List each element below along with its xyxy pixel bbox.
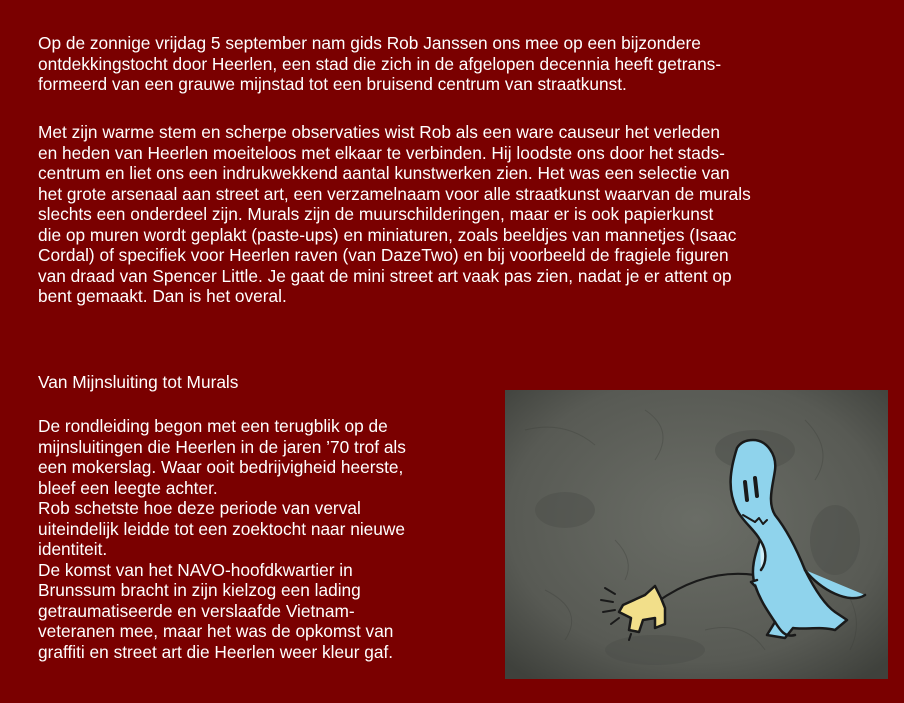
text-line: en heden van Heerlen moeiteloos met elkaar te verbinden. Hij loodste ons door het stads- [38, 142, 725, 163]
text-line: die op muren wordt geplakt (paste-ups) en miniaturen, zoals beeldjes van mannetjes (Isaac [38, 224, 737, 245]
second-paragraph [38, 122, 751, 307]
text-line: een mokerslag. Waar ooit bedrijvigheid heerste, [38, 457, 404, 477]
street-art-photo [505, 390, 888, 679]
text-line: getraumatiseerde en verslaafde Vietnam- [38, 600, 355, 621]
text-line: uiteindelijk leidde tot een zoektocht naar nieuwe [38, 518, 405, 539]
text-line: De rondleiding begon met een terugblik op de [38, 416, 388, 436]
text-line: formeerd van een grauwe mijnstad tot een bruisend centrum van straatkunst. [38, 74, 627, 94]
text-line: identiteit. [38, 539, 108, 559]
text-line: Op de zonnige vrijdag 5 september nam gids Rob Janssen ons mee op een bijzondere [38, 33, 701, 53]
text-line: centrum en liet ons een indrukwekkend aantal kunstwerken zien. Het was een selectie van [38, 163, 730, 183]
text-line: De komst van het NAVO-hoofdkwartier in [38, 559, 353, 580]
text-line: ontdekkingstocht door Heerlen, een stad die zich in de afgelopen decennia heeft getrans- [38, 53, 722, 74]
text-line: bent gemaakt. Dan is het overal. [38, 286, 287, 306]
section-heading: Van Mijnsluiting tot Murals [38, 372, 239, 392]
intro-paragraph [38, 33, 721, 95]
text-line: Met zijn warme stem en scherpe observaties wist Rob als een ware causeur het verleden [38, 122, 720, 142]
text-line: Rob schetste hoe deze periode van verval [38, 498, 361, 518]
text-line: veteranen mee, maar het was de opkomst van [38, 621, 394, 641]
third-paragraph [38, 416, 406, 662]
text-line: bleef een leegte achter. [38, 477, 218, 498]
text-line: het grote arsenaal aan street art, een verzamelnaam voor alle straatkunst waarvan de murals [38, 183, 751, 204]
text-line: slechts een onderdeel zijn. Murals zijn de muurschilderingen, maar er is ook papierkunst [38, 204, 714, 224]
text-line: Brunssum bracht in zijn kielzog een lading [38, 580, 361, 600]
text-line: Cordal) of specifiek voor Heerlen raven (van DazeTwo) en bij voorbeeld de fragiele figuren [38, 245, 729, 265]
text-line: graffiti en street art die Heerlen weer kleur gaf. [38, 641, 394, 662]
text-line: van draad van Spencer Little. Je gaat de mini street art vaak pas zien, nadat je er attent op [38, 265, 732, 286]
text-line: mijnsluitingen die Heerlen in de jaren ’70 trof als [38, 436, 406, 457]
